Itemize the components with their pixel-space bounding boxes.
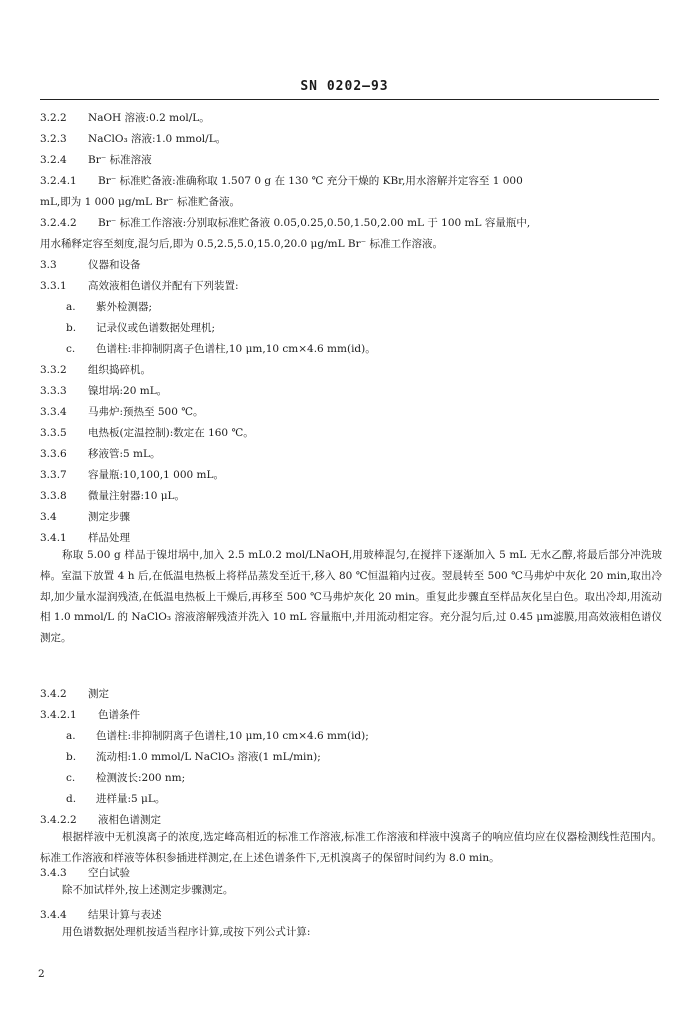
section-text: 仪器和设备: [88, 259, 141, 271]
section-number: 3.3.6: [40, 448, 67, 460]
section-number: 3.2.4: [40, 154, 67, 166]
chromatographic-condition: [66, 729, 369, 743]
section-text: Br⁻ 标准贮备液:准确称取 1.507 0 g 在 130 ℃ 充分干燥的 KBr,用水溶解并定容至 1 000: [98, 175, 523, 187]
section-3-3-6: [40, 447, 161, 461]
section-text: 马弗炉:预热至 500 ℃。: [88, 406, 204, 418]
section-number: 3.4.1: [40, 532, 67, 544]
section-number: 3.2.2: [40, 112, 67, 124]
standard-code-header: SN 0202—93: [300, 79, 389, 94]
section-3-2-4: [40, 153, 152, 167]
item-letter: a.: [66, 301, 76, 313]
section-text: 色谱条件: [98, 709, 140, 721]
item-text: 色谱柱:非抑制阴离子色谱柱,10 μm,10 cm×4.6 mm(id);: [96, 730, 369, 742]
section-number: 3.3.7: [40, 469, 67, 481]
section-3-4: [40, 510, 130, 524]
section-number: 3.3.8: [40, 490, 67, 502]
chromatographic-condition: [66, 771, 185, 785]
apparatus-item: [66, 342, 376, 356]
section-3-4-1: [40, 531, 130, 545]
section-text: 结果计算与表述: [88, 909, 162, 921]
section-3-2-4-1-cont: mL,即为 1 000 μg/mL Br⁻ 标准贮备液。: [40, 196, 240, 208]
section-text: Br⁻ 标准工作溶液:分别取标准贮备液 0.05,0.25,0.50,1.50,2.00 mL 于 100 mL 容量瓶中,: [98, 217, 531, 229]
section-3-4-2-2: [40, 813, 161, 827]
section-number: 3.2.3: [40, 133, 67, 145]
section-3-4-4: [40, 908, 162, 922]
item-letter: b.: [66, 322, 77, 334]
section-3-4-2-1: [40, 708, 140, 722]
section-text: 组织捣碎机。: [88, 364, 151, 376]
blank-test-paragraph: 除不加试样外,按上述测定步骤测定。: [62, 884, 234, 896]
section-number: 3.4.2: [40, 688, 67, 700]
section-text: 移液管:5 mL。: [88, 448, 161, 460]
item-text: 记录仪或色谱数据处理机;: [96, 322, 216, 334]
section-text: 样品处理: [88, 532, 130, 544]
section-number: 3.3: [40, 259, 57, 271]
section-3-4-2: [40, 687, 109, 701]
section-3-3-7: [40, 468, 224, 482]
apparatus-item: [66, 300, 152, 314]
sample-processing-paragraph: 称取 5.00 g 样品于镍坩埚中,加入 2.5 mL0.2 mol/LNaOH,用玻棒混匀,在搅拌下逐渐加入 5 mL 无水乙醇,将最后部分冲洗玻棒。室温下放置 4 h 后,在低温电热板上将样品蒸发至近干,移入 80 ℃恒温箱内过夜。翌晨转至 500 ℃马弗炉中灰化 20 min,取出冷却,加少量水湿润残渣,在低温电热板上干燥后,再移至 500 ℃马弗炉灰化 20 min。重复此步骤直至样品灰化呈白色。取出冷却,用流动相 1.0 mmol/L 的 NaClO₃ 溶液溶解残渣并洗入 10 mL 容量瓶中,并用流动相定容。充分混匀后,过 0.45 μm滤膜,用高效液相色谱仪测定。: [40, 549, 662, 645]
section-text: NaClO₃ 溶液:1.0 mmol/L。: [88, 133, 227, 145]
section-3-3-3: [40, 384, 167, 398]
item-text: 流动相:1.0 mmol/L NaClO₃ 溶液(1 mL/min);: [96, 751, 321, 763]
item-letter: a.: [66, 730, 76, 742]
section-3-3-2: [40, 363, 151, 377]
section-3-3-5: [40, 426, 254, 440]
section-number: 3.3.3: [40, 385, 67, 397]
section-text: 高效液相色谱仪并配有下列装置:: [88, 280, 239, 292]
section-number: 3.4.3: [40, 867, 67, 879]
calculation-paragraph: 用色谱数据处理机按适当程序计算,或按下列公式计算:: [62, 926, 311, 938]
item-text: 色谱柱:非抑制阴离子色谱柱,10 μm,10 cm×4.6 mm(id)。: [96, 343, 376, 355]
item-letter: c.: [66, 343, 76, 355]
section-text: 测定: [88, 688, 109, 700]
section-text: Br⁻ 标准溶液: [88, 154, 152, 166]
header-rule: [40, 99, 659, 100]
chromatographic-condition: [66, 792, 165, 806]
item-letter: d.: [66, 793, 77, 805]
section-number: 3.2.4.2: [40, 217, 77, 229]
section-text: NaOH 溶液:0.2 mol/L。: [88, 112, 210, 124]
section-number: 3.4.4: [40, 909, 67, 921]
section-number: 3.3.5: [40, 427, 67, 439]
section-3-2-4-2: [40, 216, 530, 230]
item-letter: b.: [66, 751, 77, 763]
section-text: 测定步骤: [88, 511, 130, 523]
section-text: 容量瓶:10,100,1 000 mL。: [88, 469, 224, 481]
item-text: 检测波长:200 nm;: [96, 772, 186, 784]
section-text: 液相色谱测定: [98, 814, 161, 826]
section-number: 3.4.2.2: [40, 814, 77, 826]
section-3-3-1: [40, 279, 239, 293]
section-3-2-4-1: [40, 174, 523, 188]
section-number: 3.3.2: [40, 364, 67, 376]
item-text: 进样量:5 μL。: [96, 793, 166, 805]
section-number: 3.4: [40, 511, 57, 523]
section-3-4-3: [40, 866, 130, 880]
apparatus-item: [66, 321, 215, 335]
section-text: 镍坩埚:20 mL。: [88, 385, 168, 397]
section-text: 空白试验: [88, 867, 130, 879]
page-number: 2: [38, 968, 45, 980]
section-number: 3.2.4.1: [40, 175, 77, 187]
section-number: 3.4.2.1: [40, 709, 77, 721]
hplc-determination-paragraph: 根据样液中无机溴离子的浓度,选定峰高相近的标准工作溶液,标准工作溶液和样液中溴离子的响应值均应在仪器检测线性范围内。标准工作溶液和样液等体积参插进样测定,在上述色谱条件下,无机溴离子的保留时间约为 8.0 min。: [40, 831, 662, 864]
item-text: 紫外检测器;: [96, 301, 153, 313]
section-3-3-4: [40, 405, 204, 419]
section-3-2-4-2-cont: 用水稀释定容至刻度,混匀后,即为 0.5,2.5,5.0,15.0,20.0 μg/mL Br⁻ 标准工作溶液。: [40, 238, 444, 250]
item-letter: c.: [66, 772, 76, 784]
section-number: 3.3.4: [40, 406, 67, 418]
section-3-2-3: [40, 132, 226, 146]
section-3-3-8: [40, 489, 185, 503]
section-text: 电热板(定温控制):数定在 160 ℃。: [88, 427, 254, 439]
section-3-2-2: [40, 111, 210, 125]
section-number: 3.3.1: [40, 280, 67, 292]
section-3-3: [40, 258, 141, 272]
section-text: 微量注射器:10 μL。: [88, 490, 186, 502]
chromatographic-condition: [66, 750, 321, 764]
